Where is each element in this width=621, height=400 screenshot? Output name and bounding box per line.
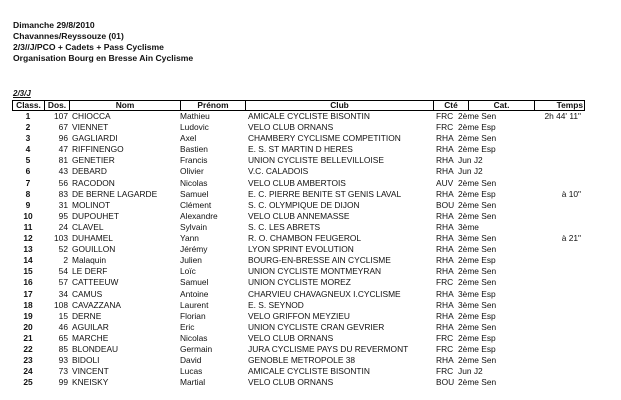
cell-cat: 2ème Sen xyxy=(458,199,497,210)
cell-class: 5 xyxy=(25,155,31,166)
col-header-nom: Nom xyxy=(70,101,181,110)
cell-prenom: Axel xyxy=(180,133,197,144)
cell-cat: 3ème Sen xyxy=(458,233,497,244)
cell-cte: FRC xyxy=(436,111,454,121)
cell-nom: BIDOLI xyxy=(72,355,100,366)
results-table-body xyxy=(12,111,585,388)
cell-nom: AGUILAR xyxy=(72,321,109,332)
cell-class: 18 xyxy=(23,299,33,310)
cell-cte: RHA xyxy=(436,221,454,232)
table-row xyxy=(12,233,585,244)
cell-cat: Jun J2 xyxy=(458,155,483,166)
cell-dos: 99 xyxy=(58,377,68,388)
table-row xyxy=(12,200,585,211)
cell-nom: MOLINOT xyxy=(72,199,111,210)
cell-dos: 56 xyxy=(58,177,68,188)
cell-dos: 57 xyxy=(58,277,68,288)
race-date: Dimanche 29/8/2010 xyxy=(13,20,95,30)
cell-prenom: Laurent xyxy=(180,299,209,310)
cell-prenom: Alexandre xyxy=(180,210,218,221)
cell-prenom: Antoine xyxy=(180,288,209,299)
cell-cte: RHA xyxy=(436,155,454,166)
cell-prenom: Ludovic xyxy=(180,122,209,133)
cell-dos: 95 xyxy=(58,210,68,221)
cell-nom: CAMUS xyxy=(72,288,103,299)
cell-club: BOURG-EN-BRESSE AIN CYCLISME xyxy=(248,255,391,266)
table-row xyxy=(12,377,585,388)
cell-club: S. C. OLYMPIQUE DE DIJON xyxy=(248,199,360,210)
cell-club: E. S. SEYNOD xyxy=(248,299,304,310)
cell-cat: 3ème xyxy=(458,221,479,232)
cell-cat: 2ème Sen xyxy=(458,111,497,121)
cell-cat: 2ème Esp xyxy=(458,343,496,354)
cell-nom: VINCENT xyxy=(72,366,109,377)
cell-club: LYON SPRINT EVOLUTION xyxy=(248,244,354,255)
cell-nom: CHIOCCA xyxy=(72,111,111,121)
table-row xyxy=(12,211,585,222)
cell-class: 23 xyxy=(23,355,33,366)
cell-nom: MARCHE xyxy=(72,332,109,343)
cell-cat: 2ème Esp xyxy=(458,144,496,155)
cell-club: UNION CYCLISTE BELLEVILLOISE xyxy=(248,155,384,166)
cell-class: 24 xyxy=(23,366,33,377)
section-title: 2/3/J xyxy=(13,89,31,98)
cell-cte: BOU xyxy=(436,199,455,210)
cell-cte: RHA xyxy=(436,310,454,321)
cell-class: 14 xyxy=(23,255,33,266)
cell-cat: 2ème Sen xyxy=(458,355,497,366)
cell-club: R. O. CHAMBON FEUGEROL xyxy=(248,233,362,244)
cell-cte: RHA xyxy=(436,244,454,255)
cell-cat: 2ème Esp xyxy=(458,122,496,133)
cell-dos: 67 xyxy=(58,122,68,133)
cell-prenom: Clément xyxy=(180,199,212,210)
cell-club: VELO CLUB ANNEMASSE xyxy=(248,210,350,221)
cell-class: 8 xyxy=(25,188,31,199)
cell-cte: RHA xyxy=(436,355,454,366)
table-row xyxy=(12,333,585,344)
cell-class: 17 xyxy=(23,288,33,299)
cell-club: E. S. ST MARTIN D HERES xyxy=(248,144,353,155)
table-row xyxy=(12,344,585,355)
cell-dos: 54 xyxy=(58,266,68,277)
cell-nom: Malaquin xyxy=(72,255,106,266)
cell-prenom: Lucas xyxy=(180,366,203,377)
cell-class: 9 xyxy=(25,199,31,210)
cell-cte: RHA xyxy=(436,266,454,277)
cell-prenom: Nicolas xyxy=(180,332,208,343)
cell-cat: 3ème Sen xyxy=(458,299,497,310)
cell-temps: à 10" xyxy=(561,188,581,199)
cell-class: 25 xyxy=(23,377,33,388)
cell-club: E. C. PIERRE BENITE ST GENIS LAVAL xyxy=(248,188,402,199)
cell-class: 15 xyxy=(23,266,33,277)
cell-cat: 2ème Esp xyxy=(458,255,496,266)
cell-club: UNION CYCLISTE MONTMEYRAN xyxy=(248,266,382,277)
race-categories: 2/3//J/PCO + Cadets + Pass Cyclisme xyxy=(13,42,164,52)
cell-cte: FRC xyxy=(436,343,454,354)
cell-dos: 46 xyxy=(58,321,68,332)
cell-prenom: Florian xyxy=(180,310,206,321)
cell-club: GENOBLE METROPOLE 38 xyxy=(248,355,356,366)
table-row xyxy=(12,222,585,233)
cell-club: CHARVIEU CHAVAGNEUX I.CYCLISME xyxy=(248,288,401,299)
cell-class: 1 xyxy=(25,111,31,121)
cell-dos: 52 xyxy=(58,244,68,255)
cell-club: VELO CLUB ORNANS xyxy=(248,377,334,388)
cell-prenom: Samuel xyxy=(180,188,209,199)
cell-prenom: Bastien xyxy=(180,144,208,155)
cell-cat: 2ème Sen xyxy=(458,321,497,332)
cell-cat: 2ème Sen xyxy=(458,244,497,255)
cell-dos: 65 xyxy=(58,332,68,343)
cell-cte: RHA xyxy=(436,321,454,332)
table-row xyxy=(12,277,585,288)
cell-cat: 2ème Sen xyxy=(458,266,497,277)
cell-club: AMICALE CYCLISTE BISONTIN xyxy=(248,366,370,377)
cell-prenom: Francis xyxy=(180,155,208,166)
cell-dos: 83 xyxy=(58,188,68,199)
cell-cat: 2ème Esp xyxy=(458,188,496,199)
cell-prenom: Nicolas xyxy=(180,177,208,188)
col-header-temps: Temps xyxy=(556,100,583,110)
cell-class: 13 xyxy=(23,244,33,255)
cell-dos: 43 xyxy=(58,166,68,177)
col-header-class: Class. xyxy=(13,101,45,110)
col-header-cat: Cat. xyxy=(469,101,535,110)
cell-nom: GOUILLON xyxy=(72,244,116,255)
table-row xyxy=(12,178,585,189)
cell-dos: 107 xyxy=(54,111,68,121)
table-row xyxy=(12,322,585,333)
race-organisation: Organisation Bourg en Bresse Ain Cyclisme xyxy=(13,53,194,63)
cell-class: 2 xyxy=(25,122,31,133)
cell-club: VELO CLUB ORNANS xyxy=(248,122,334,133)
cell-cte: RHA xyxy=(436,288,454,299)
cell-class: 21 xyxy=(23,332,33,343)
cell-nom: DEBARD xyxy=(72,166,107,177)
cell-cte: RHA xyxy=(436,299,454,310)
cell-dos: 103 xyxy=(54,233,68,244)
cell-nom: VIENNET xyxy=(72,122,109,133)
race-location: Chavannes/Reyssouze (01) xyxy=(13,31,124,41)
table-row xyxy=(12,289,585,300)
cell-dos: 24 xyxy=(58,221,68,232)
cell-dos: 108 xyxy=(54,299,68,310)
table-row xyxy=(12,300,585,311)
cell-class: 11 xyxy=(23,221,33,232)
col-header-cte: Cté xyxy=(434,101,469,110)
cell-club: UNION CYCLISTE MOREZ xyxy=(248,277,351,288)
cell-cte: RHA xyxy=(436,144,454,155)
cell-cat: 2ème Sen xyxy=(458,277,497,288)
cell-prenom: Mathieu xyxy=(180,111,210,121)
cell-nom: DE BERNE LAGARDE xyxy=(72,188,158,199)
cell-nom: GENETIER xyxy=(72,155,115,166)
cell-temps: 2h 44' 11" xyxy=(544,111,581,121)
cell-dos: 73 xyxy=(58,366,68,377)
cell-cat: 3ème Esp xyxy=(458,288,496,299)
cell-dos: 15 xyxy=(58,310,68,321)
cell-class: 22 xyxy=(23,343,33,354)
cell-nom: CAVAZZANA xyxy=(72,299,122,310)
table-row xyxy=(12,144,585,155)
cell-cte: RHA xyxy=(436,166,454,177)
col-header-dos: Dos. xyxy=(45,101,70,110)
cell-cat: 2ème Sen xyxy=(458,210,497,221)
cell-class: 7 xyxy=(25,177,31,188)
cell-nom: CATTEEUW xyxy=(72,277,119,288)
cell-club: VELO GRIFFON MEYZIEU xyxy=(248,310,350,321)
cell-dos: 2 xyxy=(63,255,68,266)
cell-temps: à 21" xyxy=(561,233,581,244)
cell-club: CHAMBERY CYCLISME COMPETITION xyxy=(248,133,401,144)
table-row xyxy=(12,166,585,177)
table-row xyxy=(12,189,585,200)
table-row xyxy=(12,111,585,122)
cell-class: 4 xyxy=(25,144,31,155)
table-row xyxy=(12,311,585,322)
cell-cat: Jun J2 xyxy=(458,366,483,377)
cell-cte: FRC xyxy=(436,277,454,288)
cell-dos: 81 xyxy=(58,155,68,166)
cell-nom: RACODON xyxy=(72,177,115,188)
cell-cat: Jun J2 xyxy=(458,166,483,177)
cell-nom: BLONDEAU xyxy=(72,343,119,354)
cell-dos: 47 xyxy=(58,144,68,155)
cell-cte: RHA xyxy=(436,255,454,266)
cell-dos: 31 xyxy=(58,199,68,210)
cell-cte: RHA xyxy=(436,188,454,199)
cell-cat: 2ème Sen xyxy=(458,377,497,388)
cell-class: 6 xyxy=(25,166,31,177)
cell-cte: RHA xyxy=(436,133,454,144)
cell-dos: 85 xyxy=(58,343,68,354)
cell-prenom: Loïc xyxy=(180,266,196,277)
cell-prenom: Yann xyxy=(180,233,199,244)
cell-club: V.C. CALADOIS xyxy=(248,166,309,177)
cell-club: UNION CYCLISTE CRAN GEVRIER xyxy=(248,321,385,332)
cell-prenom: Eric xyxy=(180,321,195,332)
cell-prenom: Julien xyxy=(180,255,202,266)
cell-prenom: Germain xyxy=(180,343,213,354)
table-row xyxy=(12,266,585,277)
cell-class: 16 xyxy=(23,277,33,288)
cell-dos: 96 xyxy=(58,133,68,144)
cell-cte: RHA xyxy=(436,210,454,221)
cell-nom: CLAVEL xyxy=(72,221,104,232)
cell-prenom: Olivier xyxy=(180,166,204,177)
cell-prenom: Martial xyxy=(180,377,206,388)
cell-cat: 2ème Sen xyxy=(458,177,497,188)
cell-prenom: David xyxy=(180,355,202,366)
cell-class: 20 xyxy=(23,321,33,332)
table-row xyxy=(12,255,585,266)
cell-club: VELO CLUB ORNANS xyxy=(248,332,334,343)
cell-nom: LE DERF xyxy=(72,266,108,277)
table-row xyxy=(12,355,585,366)
col-header-prenom: Prénom xyxy=(181,101,246,110)
cell-cte: AUV xyxy=(436,177,454,188)
cell-nom: DUPOUHET xyxy=(72,210,119,221)
cell-cte: RHA xyxy=(436,233,454,244)
table-row xyxy=(12,133,585,144)
table-row xyxy=(12,122,585,133)
col-header-club: Club xyxy=(246,101,434,110)
cell-class: 12 xyxy=(23,233,33,244)
cell-cat: 2ème Esp xyxy=(458,310,496,321)
cell-club: VELO CLUB AMBERTOIS xyxy=(248,177,346,188)
cell-cat: 2ème Esp xyxy=(458,332,496,343)
cell-prenom: Samuel xyxy=(180,277,209,288)
cell-nom: RIFFINENGO xyxy=(72,144,124,155)
cell-dos: 34 xyxy=(58,288,68,299)
cell-nom: GAGLIARDI xyxy=(72,133,118,144)
cell-cte: FRC xyxy=(436,366,454,377)
table-row xyxy=(12,244,585,255)
cell-class: 10 xyxy=(23,210,33,221)
cell-prenom: Sylvain xyxy=(180,221,207,232)
cell-nom: KNEISKY xyxy=(72,377,109,388)
cell-class: 19 xyxy=(23,310,33,321)
cell-cte: BOU xyxy=(436,377,455,388)
cell-prenom: Jérémy xyxy=(180,244,208,255)
cell-cte: FRC xyxy=(436,332,454,343)
cell-cat: 2ème Sen xyxy=(458,133,497,144)
cell-nom: DUHAMEL xyxy=(72,233,113,244)
cell-dos: 93 xyxy=(58,355,68,366)
results-table-header xyxy=(12,100,585,111)
cell-nom: DERNE xyxy=(72,310,102,321)
cell-club: AMICALE CYCLISTE BISONTIN xyxy=(248,111,370,121)
cell-club: S. C. LES ABRETS xyxy=(248,221,321,232)
cell-cte: FRC xyxy=(436,122,454,133)
table-row xyxy=(12,366,585,377)
cell-club: JURA CYCLISME PAYS DU REVERMONT xyxy=(248,343,409,354)
cell-class: 3 xyxy=(25,133,31,144)
table-row xyxy=(12,155,585,166)
